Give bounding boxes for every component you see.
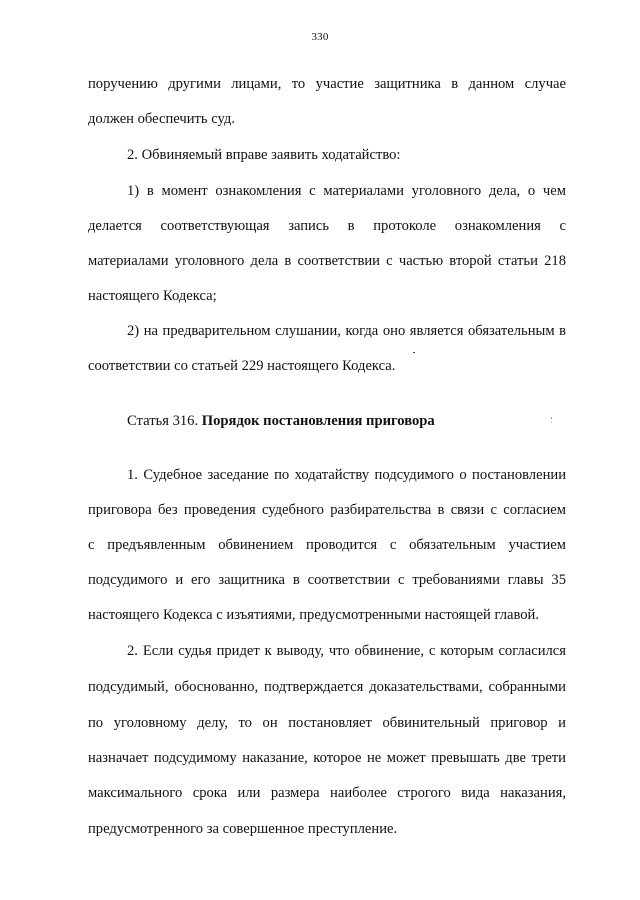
- paragraph-line: делается соответствующая запись в протоколе ознакомления с: [88, 218, 566, 234]
- paragraph-line: предусмотренного за совершенное преступление.: [88, 821, 398, 837]
- paragraph-line: 2. Обвиняемый вправе заявить ходатайство:: [127, 147, 401, 163]
- paragraph-line: 1. Судебное заседание по ходатайству подсудимого о постановлении: [127, 467, 566, 483]
- scan-speck: [551, 422, 552, 423]
- paragraph-line: поручению другими лицами, то участие защитника в данном случае: [88, 76, 566, 92]
- paragraph-line: 2) на предварительном слушании, когда оно является обязательным в: [127, 323, 566, 339]
- paragraph-line: по уголовному делу, то он постановляет обвинительный приговор и: [88, 715, 566, 731]
- article-title: Порядок постановления приговора: [201, 413, 435, 429]
- scan-speck: [551, 417, 552, 419]
- paragraph-line: максимального срока или размера наиболее строгого вида наказания,: [88, 785, 566, 801]
- paragraph-line: назначает подсудимому наказание, которое не может превышать две трети: [88, 750, 566, 766]
- article-heading: [127, 412, 435, 430]
- paragraph-line: должен обеспечить суд.: [88, 111, 235, 127]
- paragraph-line: материалами уголовного дела в соответствии с частью второй статьи 218: [88, 253, 566, 269]
- paragraph-line: подсудимого и его защитника в соответствии с требованиями главы 35: [88, 572, 566, 588]
- paragraph-line: настоящего Кодекса с изъятиями, предусмотренными настоящей главой.: [88, 607, 539, 623]
- paragraph-line: 2. Если судья придет к выводу, что обвинение, с которым согласился: [127, 643, 566, 659]
- paragraph-line: 1) в момент ознакомления с материалами уголовного дела, о чем: [127, 183, 566, 199]
- paragraph-line: настоящего Кодекса;: [88, 288, 217, 304]
- paragraph-line: соответствии со статьей 229 настоящего Кодекса.: [88, 358, 396, 374]
- scan-speck: [413, 352, 415, 353]
- paragraph-line: с предъявленным обвинением проводится с обязательным участием: [88, 537, 566, 553]
- paragraph-line: приговора без проведения судебного разбирательства в связи с согласием: [88, 502, 566, 518]
- page-number: 330: [311, 31, 329, 43]
- article-number: Статья 316.: [127, 413, 202, 429]
- paragraph-line: подсудимый, обоснованно, подтверждается доказательствами, собранными: [88, 679, 566, 695]
